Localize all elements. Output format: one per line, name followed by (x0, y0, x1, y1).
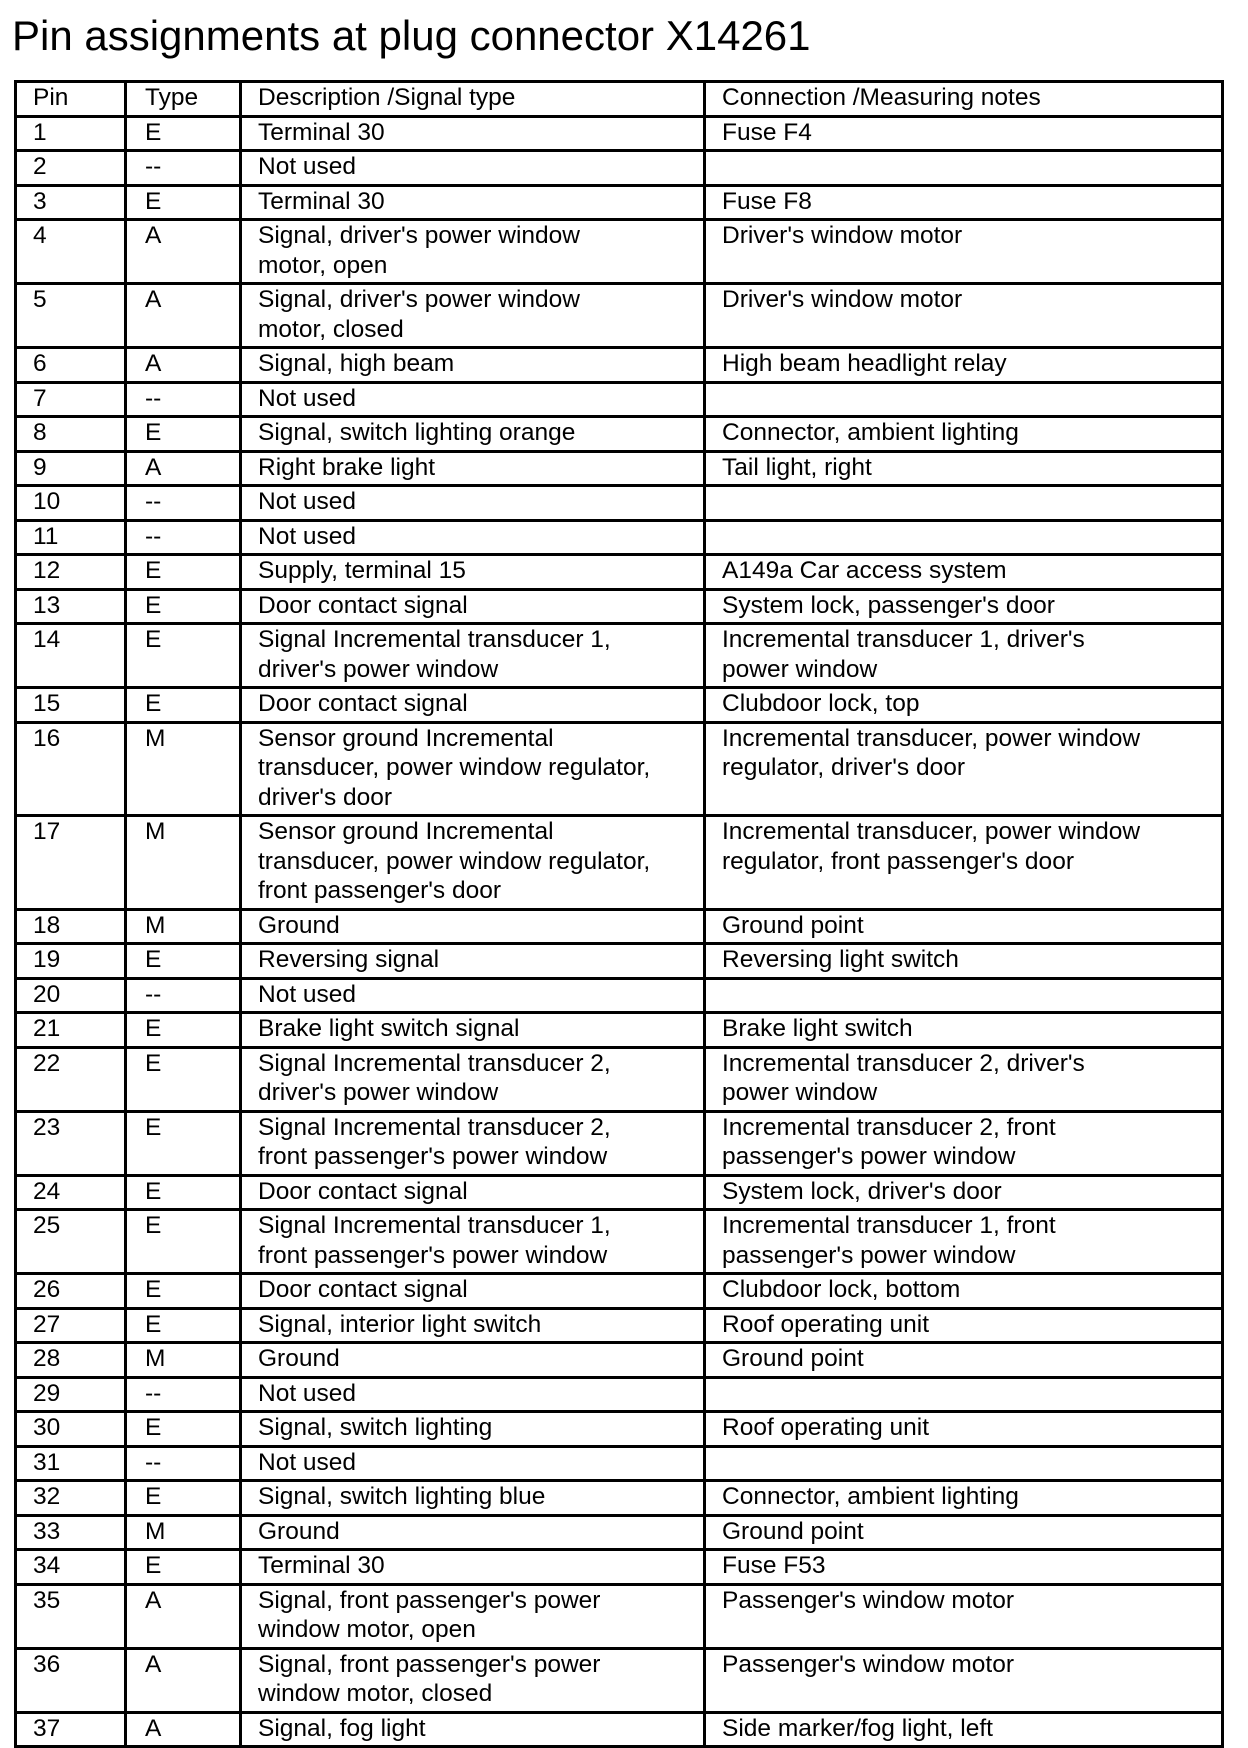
description-cell: Door contact signal (241, 589, 705, 624)
type-cell: E (126, 1210, 241, 1274)
table-row (16, 816, 1223, 910)
table-row (16, 1343, 1223, 1378)
type-cell: E (126, 944, 241, 979)
pin-cell: 4 (16, 220, 126, 284)
notes-cell (705, 520, 1223, 555)
table-row (16, 1584, 1223, 1648)
notes-cell: Fuse F4 (705, 116, 1223, 151)
table-header-row (16, 82, 1223, 117)
pin-cell: 25 (16, 1210, 126, 1274)
type-cell: A (126, 348, 241, 383)
pin-cell: 35 (16, 1584, 126, 1648)
pin-cell: 19 (16, 944, 126, 979)
description-cell: Reversing signal (241, 944, 705, 979)
type-cell: E (126, 1274, 241, 1309)
description-cell: Terminal 30 (241, 185, 705, 220)
table-row (16, 722, 1223, 816)
pin-cell: 5 (16, 284, 126, 348)
table-row (16, 1047, 1223, 1111)
notes-cell: Passenger's window motor (705, 1648, 1223, 1712)
notes-cell: Ground point (705, 1515, 1223, 1550)
pin-cell: 2 (16, 151, 126, 186)
type-cell: -- (126, 486, 241, 521)
description-cell: Signal Incremental transducer 2, driver's power window (241, 1047, 705, 1111)
description-cell: Not used (241, 1446, 705, 1481)
type-cell: E (126, 1481, 241, 1516)
description-cell: Signal Incremental transducer 2, front passenger's power window (241, 1111, 705, 1175)
type-cell: E (126, 589, 241, 624)
type-cell: A (126, 1648, 241, 1712)
pin-cell: 18 (16, 909, 126, 944)
header-type: Type (126, 82, 241, 117)
type-cell: -- (126, 382, 241, 417)
table-row (16, 486, 1223, 521)
description-cell: Signal, switch lighting orange (241, 417, 705, 452)
notes-cell: Clubdoor lock, bottom (705, 1274, 1223, 1309)
description-cell: Ground (241, 1515, 705, 1550)
description-cell: Signal Incremental transducer 1, front passenger's power window (241, 1210, 705, 1274)
table-row (16, 116, 1223, 151)
description-cell: Supply, terminal 15 (241, 555, 705, 590)
notes-cell: High beam headlight relay (705, 348, 1223, 383)
type-cell: -- (126, 1446, 241, 1481)
type-cell: E (126, 624, 241, 688)
type-cell: -- (126, 1377, 241, 1412)
pin-assignment-table (14, 80, 1224, 1748)
notes-cell: Incremental transducer 1, driver's power window (705, 624, 1223, 688)
description-cell: Terminal 30 (241, 1550, 705, 1585)
pin-cell: 6 (16, 348, 126, 383)
table-row (16, 1308, 1223, 1343)
notes-cell: Driver's window motor (705, 220, 1223, 284)
table-row (16, 1648, 1223, 1712)
description-cell: Signal, driver's power window motor, open (241, 220, 705, 284)
description-cell: Signal Incremental transducer 1, driver's power window (241, 624, 705, 688)
table-row (16, 688, 1223, 723)
type-cell: E (126, 1308, 241, 1343)
description-cell: Signal, front passenger's power window motor, open (241, 1584, 705, 1648)
table-row (16, 1210, 1223, 1274)
table-row (16, 1550, 1223, 1585)
pin-cell: 24 (16, 1175, 126, 1210)
pin-cell: 13 (16, 589, 126, 624)
pin-cell: 7 (16, 382, 126, 417)
table-row (16, 1175, 1223, 1210)
notes-cell: System lock, driver's door (705, 1175, 1223, 1210)
notes-cell: Ground point (705, 1343, 1223, 1378)
type-cell: E (126, 185, 241, 220)
type-cell: A (126, 220, 241, 284)
description-cell: Terminal 30 (241, 116, 705, 151)
notes-cell (705, 1377, 1223, 1412)
notes-cell: Incremental transducer, power window regulator, driver's door (705, 722, 1223, 816)
pin-cell: 9 (16, 451, 126, 486)
page-title: Pin assignments at plug connector X14261 (12, 12, 811, 59)
type-cell: E (126, 555, 241, 590)
pin-cell: 14 (16, 624, 126, 688)
type-cell: -- (126, 151, 241, 186)
pin-cell: 32 (16, 1481, 126, 1516)
pin-cell: 17 (16, 816, 126, 910)
type-cell: A (126, 1712, 241, 1747)
header-description: Description /Signal type (241, 82, 705, 117)
notes-cell: Reversing light switch (705, 944, 1223, 979)
pin-cell: 22 (16, 1047, 126, 1111)
notes-cell: Incremental transducer 2, front passenger's power window (705, 1111, 1223, 1175)
type-cell: -- (126, 520, 241, 555)
notes-cell: Roof operating unit (705, 1308, 1223, 1343)
type-cell: A (126, 1584, 241, 1648)
table-row (16, 555, 1223, 590)
header-pin: Pin (16, 82, 126, 117)
description-cell: Signal, interior light switch (241, 1308, 705, 1343)
notes-cell (705, 978, 1223, 1013)
table-row (16, 978, 1223, 1013)
type-cell: M (126, 816, 241, 910)
type-cell: E (126, 1111, 241, 1175)
pin-cell: 29 (16, 1377, 126, 1412)
description-cell: Door contact signal (241, 1175, 705, 1210)
notes-cell (705, 151, 1223, 186)
description-cell: Ground (241, 909, 705, 944)
description-cell: Signal, switch lighting blue (241, 1481, 705, 1516)
table-row (16, 1446, 1223, 1481)
description-cell: Brake light switch signal (241, 1013, 705, 1048)
notes-cell (705, 382, 1223, 417)
type-cell: A (126, 451, 241, 486)
notes-cell: Passenger's window motor (705, 1584, 1223, 1648)
table-row (16, 220, 1223, 284)
description-cell: Door contact signal (241, 688, 705, 723)
type-cell: A (126, 284, 241, 348)
type-cell: E (126, 688, 241, 723)
description-cell: Right brake light (241, 451, 705, 486)
table-row (16, 348, 1223, 383)
description-cell: Not used (241, 520, 705, 555)
notes-cell: Incremental transducer 2, driver's power window (705, 1047, 1223, 1111)
table-body (16, 116, 1223, 1747)
type-cell: M (126, 1515, 241, 1550)
pin-cell: 27 (16, 1308, 126, 1343)
description-cell: Not used (241, 151, 705, 186)
description-cell: Sensor ground Incremental transducer, power window regulator, driver's door (241, 722, 705, 816)
notes-cell: Incremental transducer, power window regulator, front passenger's door (705, 816, 1223, 910)
type-cell: E (126, 1175, 241, 1210)
description-cell: Signal, high beam (241, 348, 705, 383)
notes-cell: Side marker/fog light, left (705, 1712, 1223, 1747)
description-cell: Sensor ground Incremental transducer, power window regulator, front passenger's door (241, 816, 705, 910)
notes-cell: Roof operating unit (705, 1412, 1223, 1447)
description-cell: Door contact signal (241, 1274, 705, 1309)
table-row (16, 944, 1223, 979)
pin-cell: 36 (16, 1648, 126, 1712)
pin-cell: 15 (16, 688, 126, 723)
type-cell: M (126, 722, 241, 816)
description-cell: Ground (241, 1343, 705, 1378)
type-cell: E (126, 1013, 241, 1048)
pin-cell: 33 (16, 1515, 126, 1550)
type-cell: E (126, 116, 241, 151)
type-cell: M (126, 909, 241, 944)
notes-cell: Connector, ambient lighting (705, 417, 1223, 452)
notes-cell: Fuse F53 (705, 1550, 1223, 1585)
notes-cell: Driver's window motor (705, 284, 1223, 348)
pin-cell: 21 (16, 1013, 126, 1048)
notes-cell: A149a Car access system (705, 555, 1223, 590)
description-cell: Not used (241, 1377, 705, 1412)
table-row (16, 151, 1223, 186)
pin-cell: 10 (16, 486, 126, 521)
notes-cell: Fuse F8 (705, 185, 1223, 220)
table-row (16, 1515, 1223, 1550)
pin-cell: 11 (16, 520, 126, 555)
notes-cell: Clubdoor lock, top (705, 688, 1223, 723)
type-cell: -- (126, 978, 241, 1013)
pin-cell: 1 (16, 116, 126, 151)
table-row (16, 1481, 1223, 1516)
pin-cell: 28 (16, 1343, 126, 1378)
table-row (16, 520, 1223, 555)
table-row (16, 1712, 1223, 1747)
table-row (16, 382, 1223, 417)
description-cell: Not used (241, 978, 705, 1013)
type-cell: E (126, 1550, 241, 1585)
table-row (16, 1111, 1223, 1175)
description-cell: Signal, fog light (241, 1712, 705, 1747)
pin-cell: 37 (16, 1712, 126, 1747)
description-cell: Signal, driver's power window motor, closed (241, 284, 705, 348)
table-row (16, 1274, 1223, 1309)
notes-cell: Tail light, right (705, 451, 1223, 486)
table-row (16, 185, 1223, 220)
table-row (16, 417, 1223, 452)
pin-cell: 23 (16, 1111, 126, 1175)
pin-cell: 16 (16, 722, 126, 816)
pin-cell: 34 (16, 1550, 126, 1585)
table-row (16, 909, 1223, 944)
pin-cell: 3 (16, 185, 126, 220)
table-row (16, 624, 1223, 688)
table-row (16, 284, 1223, 348)
table-row (16, 1412, 1223, 1447)
table-row (16, 1377, 1223, 1412)
type-cell: E (126, 1047, 241, 1111)
table-row (16, 589, 1223, 624)
pin-cell: 12 (16, 555, 126, 590)
table-row (16, 1013, 1223, 1048)
header-notes: Connection /Measuring notes (705, 82, 1223, 117)
pin-cell: 20 (16, 978, 126, 1013)
notes-cell: Connector, ambient lighting (705, 1481, 1223, 1516)
description-cell: Not used (241, 382, 705, 417)
description-cell: Signal, front passenger's power window motor, closed (241, 1648, 705, 1712)
notes-cell: Ground point (705, 909, 1223, 944)
notes-cell (705, 486, 1223, 521)
notes-cell (705, 1446, 1223, 1481)
type-cell: E (126, 417, 241, 452)
pin-cell: 31 (16, 1446, 126, 1481)
notes-cell: System lock, passenger's door (705, 589, 1223, 624)
pin-cell: 30 (16, 1412, 126, 1447)
table-row (16, 451, 1223, 486)
description-cell: Not used (241, 486, 705, 521)
type-cell: E (126, 1412, 241, 1447)
notes-cell: Incremental transducer 1, front passenger's power window (705, 1210, 1223, 1274)
description-cell: Signal, switch lighting (241, 1412, 705, 1447)
pin-cell: 8 (16, 417, 126, 452)
type-cell: M (126, 1343, 241, 1378)
notes-cell: Brake light switch (705, 1013, 1223, 1048)
pin-cell: 26 (16, 1274, 126, 1309)
